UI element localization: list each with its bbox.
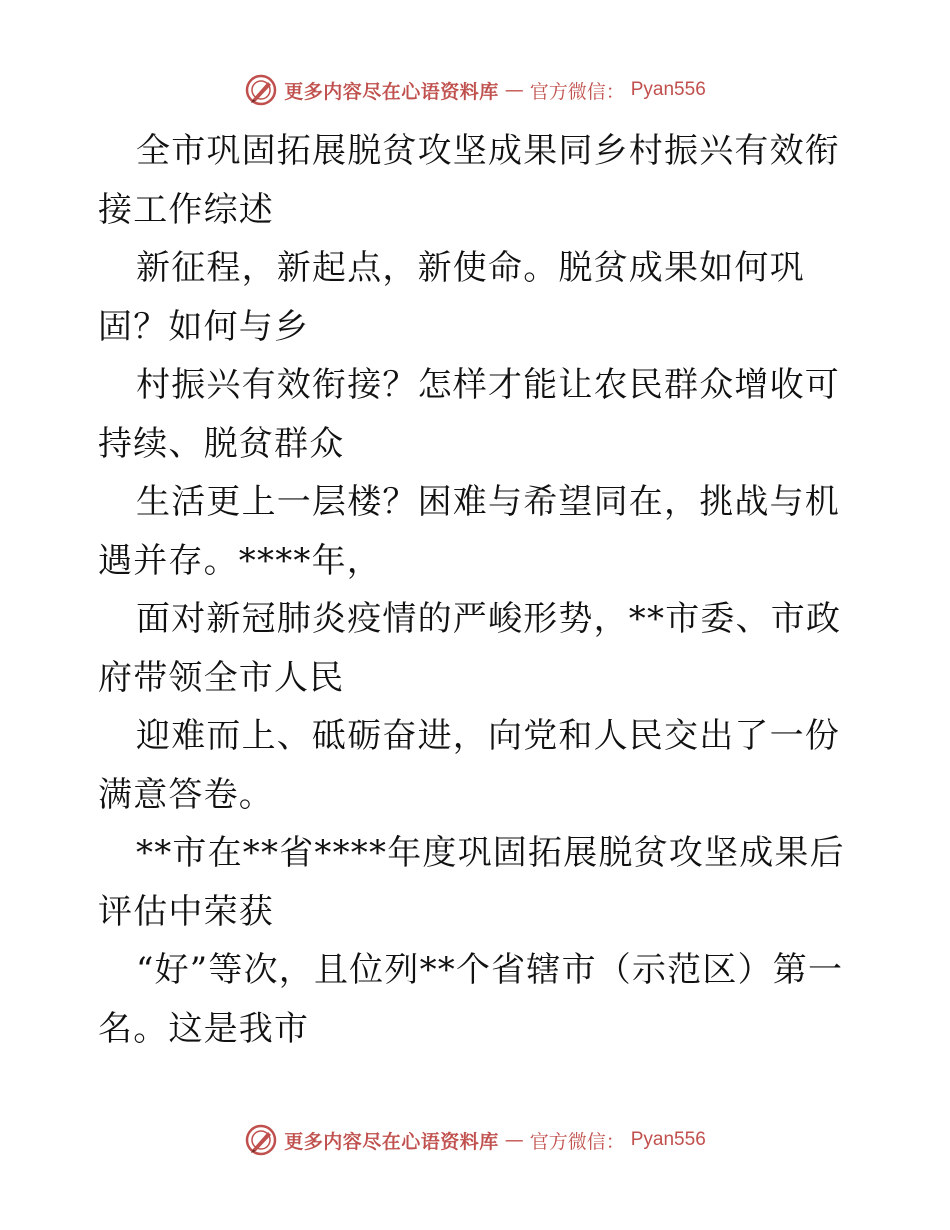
banner-site-name: 更多内容尽在心语资料库 — [284, 80, 499, 103]
footer-watermark — [0, 1120, 950, 1160]
banner-wechat-id: Pyan556 — [630, 79, 706, 100]
paragraph: **市在**省****年度巩固拓展脱贫攻坚成果后评估中荣获 — [98, 833, 845, 932]
header-watermark — [0, 70, 950, 110]
banner-wechat-label: 官方微信： — [529, 80, 625, 103]
paragraph: 面对新冠肺炎疫情的严峻形势，**市委、市政府带领全市人民 — [98, 599, 842, 698]
banner-site-name: 更多内容尽在心语资料库 — [284, 1130, 499, 1153]
paragraph: 迎难而上、砥砺奋进，向党和人民交出了一份满意答卷。 — [98, 716, 840, 815]
paragraph: 村振兴有效衔接？怎样才能让农民群众增收可持续、脱贫群众 — [98, 365, 840, 464]
pen-logo-icon — [244, 1123, 278, 1157]
paragraph: “好”等次，且位列**个省辖市（示范区）第一名。这是我市 — [98, 950, 844, 1049]
banner-separator: — — [504, 79, 524, 101]
paragraph: 新征程，新起点，新使命。脱贫成果如何巩固？如何与乡 — [98, 248, 805, 347]
banner-wechat-label: 官方微信： — [529, 1130, 625, 1153]
document-body — [98, 122, 858, 1058]
pen-logo-icon — [244, 73, 278, 107]
paragraph-title: 全市巩固拓展脱贫攻坚成果同乡村振兴有效衔接工作综述 — [98, 131, 840, 230]
banner-wechat-id: Pyan556 — [630, 1129, 706, 1150]
banner-separator: — — [504, 1129, 524, 1151]
paragraph: 生活更上一层楼？困难与希望同在，挑战与机遇并存。****年， — [98, 482, 840, 581]
